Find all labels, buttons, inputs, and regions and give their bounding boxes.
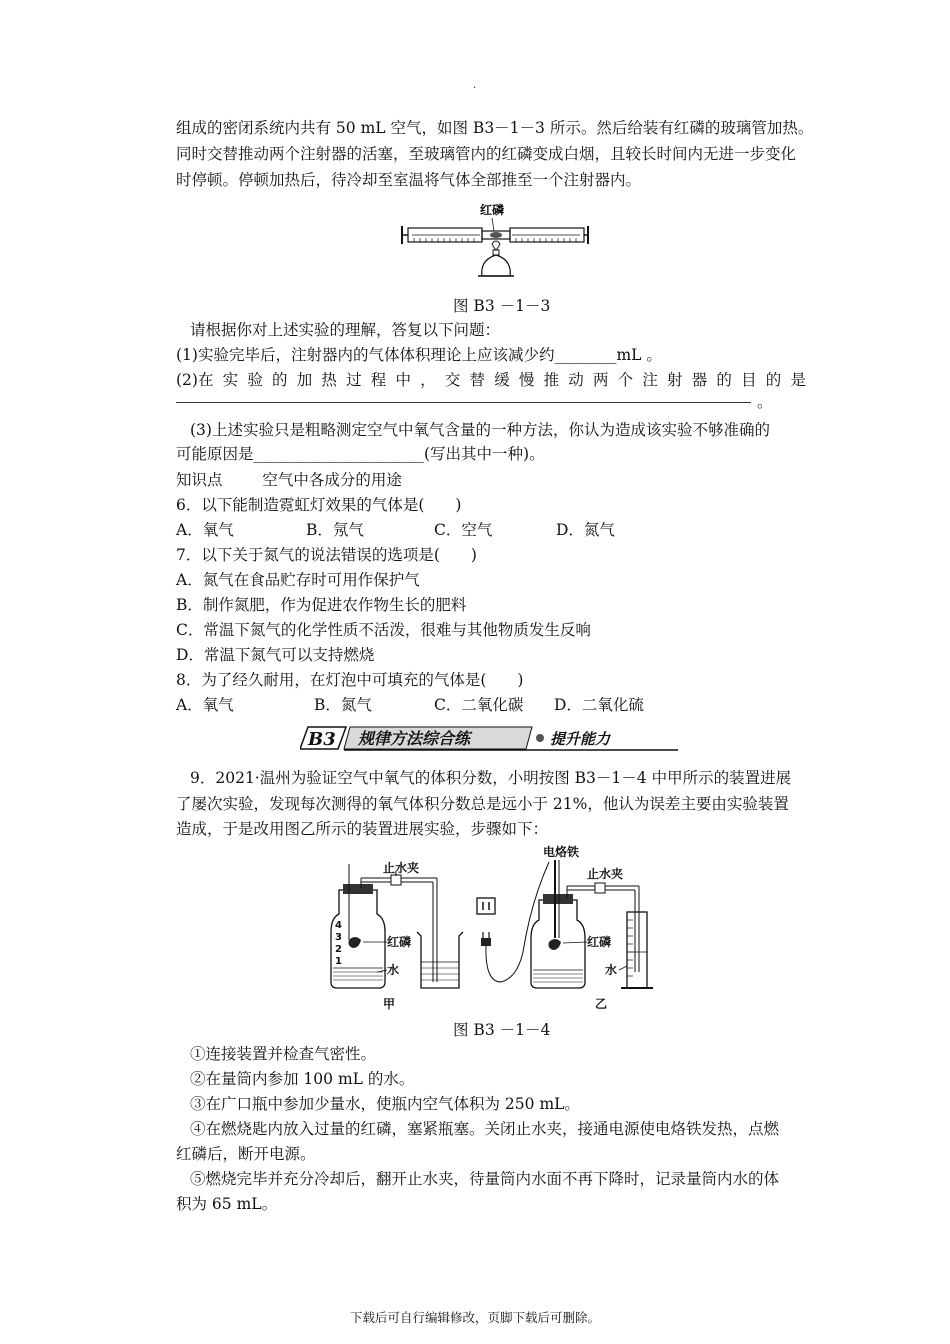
q2-word: 的 bbox=[272, 371, 288, 389]
q7-option-a: A．氮气在食品贮存时可用作保护气 bbox=[176, 571, 420, 589]
step-4-line-2: 红磷后，断开电源。 bbox=[176, 1145, 316, 1163]
q7-option-d: D．常温下氮气可以支持燃烧 bbox=[176, 646, 375, 664]
q7-option-b: B．制作氮肥，作为促进农作物生长的肥料 bbox=[176, 596, 467, 614]
fig1-caption: 图 B3 －1－3 bbox=[453, 297, 551, 315]
q2-word: (2)在 bbox=[176, 371, 214, 389]
step-1: ①连接装置并检查气密性。 bbox=[190, 1045, 377, 1063]
q6-option-d: D．氮气 bbox=[556, 521, 615, 539]
fig2-clamp-label: 止水夹 bbox=[383, 861, 420, 875]
step-4-line-1: ④在燃烧匙内放入过量的红磷，塞紧瓶塞。关闭止水夹，接通电源使电烙铁发热，点燃 bbox=[190, 1120, 780, 1138]
fig2-iron-label: 电烙铁 bbox=[543, 845, 580, 859]
q2-word: 器 bbox=[691, 371, 708, 389]
question-3-line-1: (3)上述实验只是粗略测定空气中氧气含量的一种方法，你认为造成该实验不够准确的 bbox=[190, 421, 770, 439]
q8-option-d: D．二氧化硫 bbox=[554, 696, 644, 714]
q2-word: 热 bbox=[321, 371, 337, 389]
question-9-line-2: 了屡次实验，发现每次测得的氧气体积分数总是远小于 21%，他认为误差主要由实验装置 bbox=[176, 795, 789, 813]
fig2-caption: 图 B3 －1－4 bbox=[453, 1021, 551, 1039]
step-5-line-1: ⑤燃烧完毕并充分冷却后，翻开止水夹，待量筒内水面不再下降时，记录量筒内水的体 bbox=[190, 1170, 780, 1188]
question-7-stem: 7．以下关于氮气的说法错误的选项是( ) bbox=[176, 546, 477, 564]
question-2 bbox=[176, 370, 816, 390]
figure-syringe-apparatus bbox=[400, 198, 590, 280]
q6-option-a: A．氧气 bbox=[176, 521, 234, 539]
question-2-words bbox=[176, 370, 806, 390]
q2-word: 程 bbox=[370, 371, 387, 389]
q2-word: 的 bbox=[716, 371, 732, 389]
fig2-mark-3: 3 bbox=[335, 932, 342, 943]
q8-option-c: C．二氧化碳 bbox=[434, 696, 524, 714]
step-5-line-2: 积为 65 mL。 bbox=[176, 1195, 278, 1213]
banner-badge: B3 bbox=[308, 729, 336, 750]
knowledge-point-label: 知识点 bbox=[176, 471, 223, 489]
question-8-stem: 8．为了经久耐用，在灯泡中可填充的气体是( ) bbox=[176, 671, 524, 689]
q2-word: 慢 bbox=[518, 371, 535, 389]
section-banner bbox=[300, 723, 680, 753]
knowledge-point-text: 空气中各成分的用途 bbox=[262, 471, 402, 489]
q2-word: 替 bbox=[469, 371, 486, 389]
q2-word: 实 bbox=[222, 371, 239, 389]
q2-word: 中 bbox=[395, 371, 411, 389]
fig2-yi-label: 乙 bbox=[595, 997, 608, 1011]
fig2-water-label: 水 bbox=[387, 963, 400, 977]
q8-option-b: B．氮气 bbox=[314, 696, 372, 714]
q2-word: 射 bbox=[667, 371, 683, 389]
q2-word: 个 bbox=[617, 371, 634, 389]
banner-title: 规律方法综合练 bbox=[358, 729, 471, 748]
q2-word: 缓 bbox=[494, 371, 510, 389]
q2-word: 目 bbox=[741, 371, 757, 389]
intro-line-2: 同时交替推动两个注射器的活塞，至玻璃管内的红磷变成白烟，且较长时间内无进一步变化 bbox=[176, 145, 797, 163]
page-footer: 下载后可自行编辑修改，页脚下载后可删除。 bbox=[349, 1310, 600, 1325]
question-2-end: 。 bbox=[757, 393, 773, 411]
q6-option-c: C．空气 bbox=[434, 521, 493, 539]
q2-word: 验 bbox=[247, 371, 263, 389]
q2-word: 推 bbox=[543, 371, 560, 389]
q2-word: 交 bbox=[444, 371, 461, 389]
q7-option-c: C．常温下氮气的化学性质不活泼，很难与其他物质发生反响 bbox=[176, 621, 591, 639]
figure-oxygen-apparatus bbox=[325, 842, 665, 1012]
q8-option-a: A．氧气 bbox=[176, 696, 234, 714]
q2-word: 的 bbox=[765, 371, 782, 389]
answer-blank-line bbox=[176, 402, 751, 403]
fig2-water2-label: 水 bbox=[605, 963, 618, 977]
question-9-line-1: 9．2021·温州为验证空气中氧气的体积分数，小明按图 B3－1－4 中甲所示的装置进展 bbox=[190, 769, 792, 787]
fig1-label: 红磷 bbox=[480, 203, 505, 217]
intro-line-3: 时停顿。停顿加热后，待冷却至室温将气体全部推至一个注射器内。 bbox=[176, 171, 642, 189]
q6-option-b: B．氖气 bbox=[306, 521, 364, 539]
question-1: (1)实验完毕后，注射器内的气体体积理论上应该减少约________mL 。 bbox=[176, 346, 662, 364]
fig2-clamp2-label: 止水夹 bbox=[587, 867, 624, 881]
header-dot: . bbox=[473, 80, 477, 91]
q2-word: 是 bbox=[790, 371, 806, 389]
step-2: ②在量筒内参加 100 mL 的水。 bbox=[190, 1070, 415, 1088]
fig2-mark-2: 2 bbox=[335, 944, 342, 955]
banner-subtitle: 提升能力 bbox=[550, 730, 611, 748]
fig2-phosphorus-label: 红磷 bbox=[387, 935, 412, 949]
fig2-mark-4: 4 bbox=[335, 920, 342, 931]
question-intro: 请根据你对上述实验的理解，答复以下问题： bbox=[190, 321, 501, 339]
q2-word: 动 bbox=[568, 371, 584, 389]
intro-line-1: 组成的密闭系统内共有 50 mL 空气，如图 B3－1－3 所示。然后给装有红磷的玻璃管加热。 bbox=[176, 119, 814, 137]
q2-word: 两 bbox=[592, 371, 609, 389]
fig2-phosphorus2-label: 红磷 bbox=[587, 935, 612, 949]
fig2-mark-1: 1 bbox=[335, 956, 342, 967]
question-9-line-3: 造成，于是改用图乙所示的装置进展实验，步骤如下： bbox=[176, 820, 549, 838]
q2-word: 加 bbox=[296, 371, 313, 389]
q2-word: 注 bbox=[642, 371, 658, 389]
fig2-jia-label: 甲 bbox=[383, 997, 396, 1011]
step-3: ③在广口瓶中参加少量水，使瓶内空气体积为 250 mL。 bbox=[190, 1095, 580, 1113]
knowledge-point bbox=[176, 470, 816, 490]
question-6-stem: 6．以下能制造霓虹灯效果的气体是( ) bbox=[176, 496, 462, 514]
question-3-line-2: 可能原因是______________________(写出其中一种)。 bbox=[176, 445, 545, 463]
q2-word: ， bbox=[420, 371, 436, 389]
q2-word: 过 bbox=[346, 371, 362, 389]
